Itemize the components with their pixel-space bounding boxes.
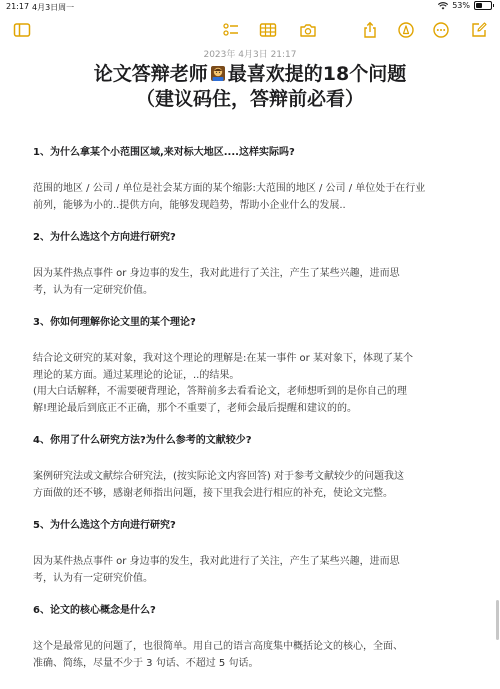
spacer <box>33 330 471 351</box>
section-question: 2、为什么选这个方向进行研究? <box>33 232 176 243</box>
spacer <box>33 448 471 469</box>
battery-percent: 53% <box>452 1 470 10</box>
section-answer-line: 因为某件热点事件 or 身边事的发生，我对此进行了关注，产生了某些兴趣，进而思 <box>33 556 400 567</box>
spacer <box>33 618 471 639</box>
markup-button[interactable] <box>394 18 418 42</box>
note-title[interactable] <box>0 62 500 112</box>
status-time: 21:17 <box>6 2 30 11</box>
section-question: 4、你用了什么研究方法?为什么参考的文献较少? <box>33 435 252 446</box>
section-answer-line: 因为某件热点事件 or 身边事的发生，我对此进行了关注，产生了某些兴趣，进而思 <box>33 268 400 279</box>
section-answer-line: (用大白话解释，不需要硬背理论，答辩前多去看看论文，老师想听到的是你自己的理 <box>33 386 407 397</box>
checklist-icon <box>222 21 240 39</box>
spacer <box>33 587 471 604</box>
spacer <box>33 160 471 181</box>
notes-toolbar <box>0 16 500 44</box>
spacer <box>33 417 471 434</box>
spacer <box>33 214 471 231</box>
section-answer-line: 考，认为有一定研究价值。 <box>33 284 153 296</box>
status-date: 4月3日周一 <box>32 3 75 12</box>
battery-fill <box>476 3 482 8</box>
spacer <box>33 672 471 689</box>
status-bar <box>0 0 500 14</box>
section-answer-line: 范围的地区 / 公司 / 单位是社会某方面的某个缩影:大范围的地区 / 公司 / 单位处于在行业 <box>33 183 426 194</box>
section-answer-line: 理论的某方面。通过某理论的论证，..的结果。 <box>33 369 240 381</box>
section-answer-line: 方面做的还不够，感谢老师指出问题，接下里我会进行相应的补充，使论文完整。 <box>33 487 393 499</box>
title-part-b: 最喜欢提的18个问题 <box>227 63 407 85</box>
sidebar-icon <box>13 21 31 39</box>
checklist-button[interactable] <box>219 18 243 42</box>
note-title-line-1 <box>0 62 500 87</box>
spacer <box>33 245 471 266</box>
note-body[interactable] <box>33 146 471 689</box>
section-answer-line: 结合论文研究的某对象，我对这个理论的理解是:在某一事件 or 某对象下，体现了某个 <box>33 353 413 364</box>
spacer <box>33 299 471 316</box>
table-button[interactable] <box>256 18 280 42</box>
section-answer-line: 考，认为有一定研究价值。 <box>33 572 153 584</box>
spacer <box>33 502 471 519</box>
section-question: 1、为什么拿某个小范围区域,来对标大地区....这样实际吗? <box>33 147 295 158</box>
camera-button[interactable] <box>296 18 320 42</box>
section-answer-line: 前列，能够为小的..提供方向，能够发现趋势，帮助小企业什么的发展.. <box>33 199 346 211</box>
teacher-emoji-icon <box>210 65 226 82</box>
status-right <box>438 1 492 10</box>
note-title-line-2: （建议码住，答辩前必看） <box>135 88 364 110</box>
battery-icon <box>474 1 492 10</box>
title-part-a: 论文答辩老师 <box>93 63 208 85</box>
section-answer-line: 解!理论最后到底正不正确，那个不重要了，老师会最后提醒和建议的的。 <box>33 402 358 414</box>
note-timestamp: 2023年 4月3日 21:17 <box>203 50 297 60</box>
section-question: 3、你如何理解你论文里的某个理论? <box>33 317 196 328</box>
section-question: 6、论文的核心概念是什么? <box>33 605 156 616</box>
sidebar-toggle-button[interactable] <box>10 18 34 42</box>
section-answer-line: 这个是最常见的问题了，也很简单。用自己的语言高度集中概括论文的核心，全面、 <box>33 641 403 652</box>
section-answer-line: 准确、简练，尽量不少于 3 句话、不超过 5 句话。 <box>33 657 259 669</box>
scrollbar-thumb[interactable] <box>496 600 499 640</box>
section-question: 5、为什么选这个方向进行研究? <box>33 520 176 531</box>
camera-icon <box>299 21 317 39</box>
compose-button[interactable] <box>467 18 491 42</box>
share-button[interactable] <box>358 18 382 42</box>
section-answer-line: 案例研究法或文献综合研究法，(按实际论文内容回答) 对于参考文献较少的问题我这 <box>33 471 404 482</box>
spacer <box>33 533 471 554</box>
more-button[interactable] <box>429 18 453 42</box>
markup-icon <box>397 21 415 39</box>
table-icon <box>259 21 277 39</box>
wifi-icon <box>438 2 448 10</box>
compose-icon <box>470 21 488 39</box>
share-icon <box>361 21 379 39</box>
more-icon <box>432 21 450 39</box>
